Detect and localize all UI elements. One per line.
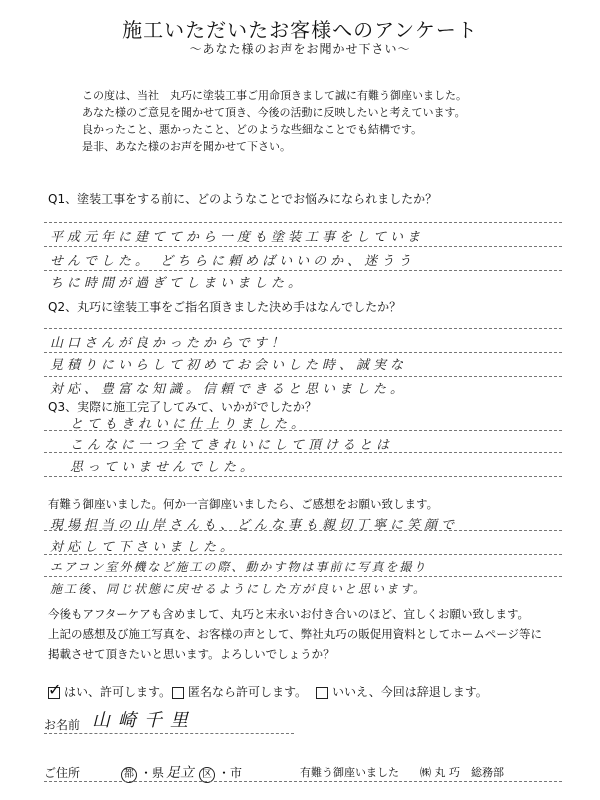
checkbox-icon[interactable] — [316, 687, 328, 699]
consent-yes[interactable] — [48, 683, 171, 700]
q3-answer-line-1: とてもきれいに仕上りました。 — [70, 417, 309, 432]
company-name: ㈱ 丸 巧 総務部 — [420, 766, 504, 779]
intro-line-1: この度は、当社 丸巧に塗装工事ご用命頂きまして誠に有難う御座いました。 — [82, 89, 467, 102]
ward-value: 足立 — [166, 765, 195, 781]
thanks-text: 有難う御座いました — [300, 766, 399, 779]
page-title: 施工いただいたお客様へのアンケート — [122, 18, 478, 42]
comments-prompt: 有難う御座いました。何か一言御座いましたら、ご感想をお願い致します。 — [48, 497, 439, 511]
answer-rule — [44, 576, 562, 577]
consent-yes-label: はい、許可します。 — [64, 685, 172, 699]
prefecture-circle-mark: 都 — [121, 767, 137, 783]
q2-answer-line-1: 山口さんが良かったからです！ — [50, 336, 288, 351]
q1-answer-line-1: 平成元年に建ててから一度も塗装工事をしていま — [50, 230, 425, 245]
name-rule — [44, 733, 294, 734]
question-2: Q2、丸巧に塗装工事をご指名頂きました決め手はなんでしたか？ — [48, 300, 402, 314]
answer-rule — [44, 222, 562, 223]
closing-line-3: 掲載させて頂きたいと思います。よろしいでしょうか？ — [48, 647, 335, 661]
answer-rule — [44, 376, 562, 377]
answer-rule — [44, 476, 562, 477]
q2-answer-line-3: 対応、豊富な知識。信頼できると思いました。 — [50, 382, 408, 397]
q2-answer-line-2: 見積りにいらして初めてお会いした時、誠実な — [50, 358, 408, 373]
answer-rule — [44, 246, 562, 247]
ward-circle-mark: 区 — [199, 767, 215, 783]
name-label: お名前 — [44, 718, 81, 732]
address-value — [118, 762, 242, 783]
q3-answer-line-2: こんなに一つ全てきれいにして頂けるとは — [70, 438, 394, 453]
address-rule — [44, 781, 562, 782]
page-subtitle: ～あなた様のお声をお聞かせ下さい～ — [189, 42, 411, 56]
checkbox-icon[interactable] — [172, 687, 184, 699]
comment-line-2: 対応して下さいました。 — [50, 540, 238, 555]
address-label: ご住所 — [44, 766, 81, 780]
answer-rule — [44, 328, 562, 329]
name-value: 山崎千里 — [92, 710, 196, 731]
answer-rule — [44, 270, 562, 271]
intro-line-4: 是非、あなた様のお声を聞かせて下さい。 — [82, 140, 291, 153]
comment-line-4: 施工後、同じ状態に戻せるようにした方が良いと思います。 — [50, 582, 428, 596]
consent-anonymous-label: 匿名なら許可します。 — [188, 685, 308, 699]
q1-answer-line-3: ちに時間が過ぎてしまいました。 — [50, 276, 306, 291]
intro-line-2: あなた様のご意見を聞かせて頂き、今後の活動に反映したいと考えています。 — [82, 106, 466, 119]
consent-anonymous[interactable] — [172, 683, 307, 700]
answer-rule — [44, 352, 562, 353]
intro-line-3: 良かったこと、悪かったこと、どのような些細なことでも結構です。 — [82, 123, 423, 136]
consent-no[interactable] — [316, 683, 488, 700]
consent-no-label: いいえ、今回は辞退します。 — [332, 685, 488, 699]
question-3: Q3、実際に施工完了してみて、いかがでしたか？ — [48, 400, 317, 414]
closing-line-2: 上記の感想及び施工写真を、お客様の声として、弊社丸巧の販促用資料としてホームページ等に — [48, 627, 543, 641]
prefecture-suffix: ・県 — [140, 766, 165, 780]
checkbox-checked-icon[interactable] — [48, 687, 60, 699]
comment-line-3: エアコン室外機など施工の際、動かす物は事前に写真を撮り — [50, 560, 428, 574]
city-suffix: ・市 — [218, 766, 243, 780]
question-1: Q1、塗装工事をする前に、どのようなことでお悩みになられましたか？ — [48, 192, 438, 206]
comment-line-1: 現場担当の山岸さんも、どんな事も親切丁寧に笑顔で — [50, 518, 459, 533]
closing-line-1: 今後もアフターケアも含めまして、丸巧と末永いお付き合いのほど、宜しくお願い致します。 — [48, 607, 530, 621]
q1-answer-line-2: せんでした。 どちらに頼めばいいのか、迷うう — [50, 254, 416, 269]
q3-answer-line-3: 思っていませんでした。 — [70, 460, 258, 475]
